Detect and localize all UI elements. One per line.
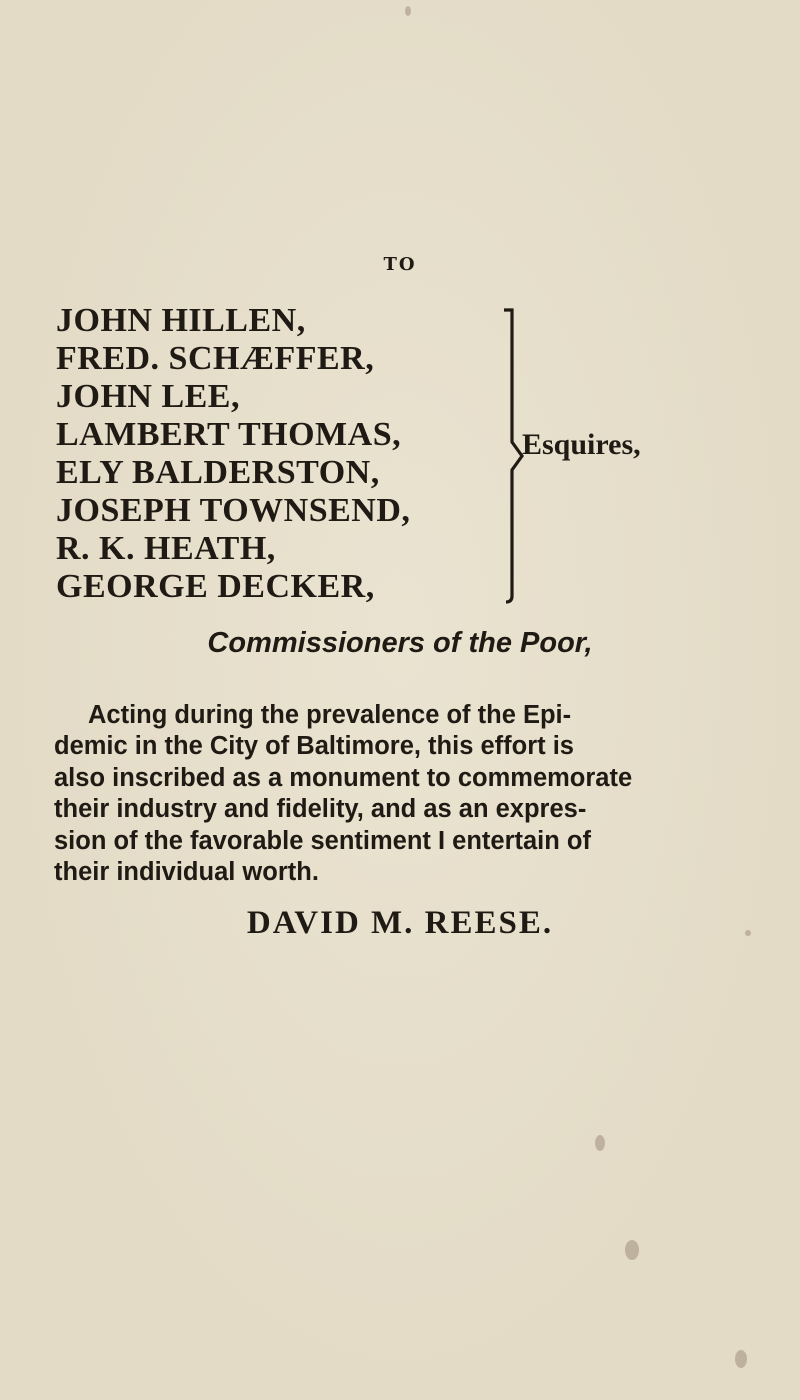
paper-blemish bbox=[735, 1350, 747, 1368]
paper-blemish bbox=[595, 1135, 605, 1151]
name-line: JOHN LEE, bbox=[56, 378, 240, 415]
paragraph-line: their industry and fidelity, and as an expres- bbox=[54, 795, 587, 824]
paragraph-line: Acting during the prevalence of the Epi- bbox=[88, 701, 572, 729]
paper-blemish bbox=[625, 1240, 639, 1260]
paper-blemish bbox=[405, 6, 411, 16]
dedication-to: TO bbox=[383, 254, 417, 275]
name-line: GEORGE DECKER, bbox=[56, 568, 375, 605]
name-line: LAMBERT THOMAS, bbox=[56, 416, 402, 453]
esquires-label: Esquires, bbox=[522, 428, 641, 461]
dedication-paragraph bbox=[54, 700, 774, 888]
paragraph-line: also inscribed as a monument to commemorate bbox=[54, 763, 633, 792]
name-line: R. K. HEATH, bbox=[56, 530, 276, 567]
name-line: JOHN HILLEN, bbox=[56, 302, 306, 339]
paragraph-line: their individual worth. bbox=[54, 858, 319, 887]
paper-blemish bbox=[745, 930, 751, 936]
names-list bbox=[56, 302, 516, 606]
signature: DAVID M. REESE. bbox=[246, 905, 554, 941]
commissioners-heading: Commissioners of the Poor, bbox=[207, 627, 593, 659]
name-line: ELY BALDERSTON, bbox=[56, 454, 380, 491]
paragraph-line: demic in the City of Baltimore, this effort is bbox=[54, 732, 574, 761]
name-line: JOSEPH TOWNSEND, bbox=[56, 492, 411, 529]
name-line: FRED. SCHÆFFER, bbox=[56, 340, 375, 377]
paragraph-line: sion of the favorable sentiment I entertain of bbox=[54, 826, 591, 855]
